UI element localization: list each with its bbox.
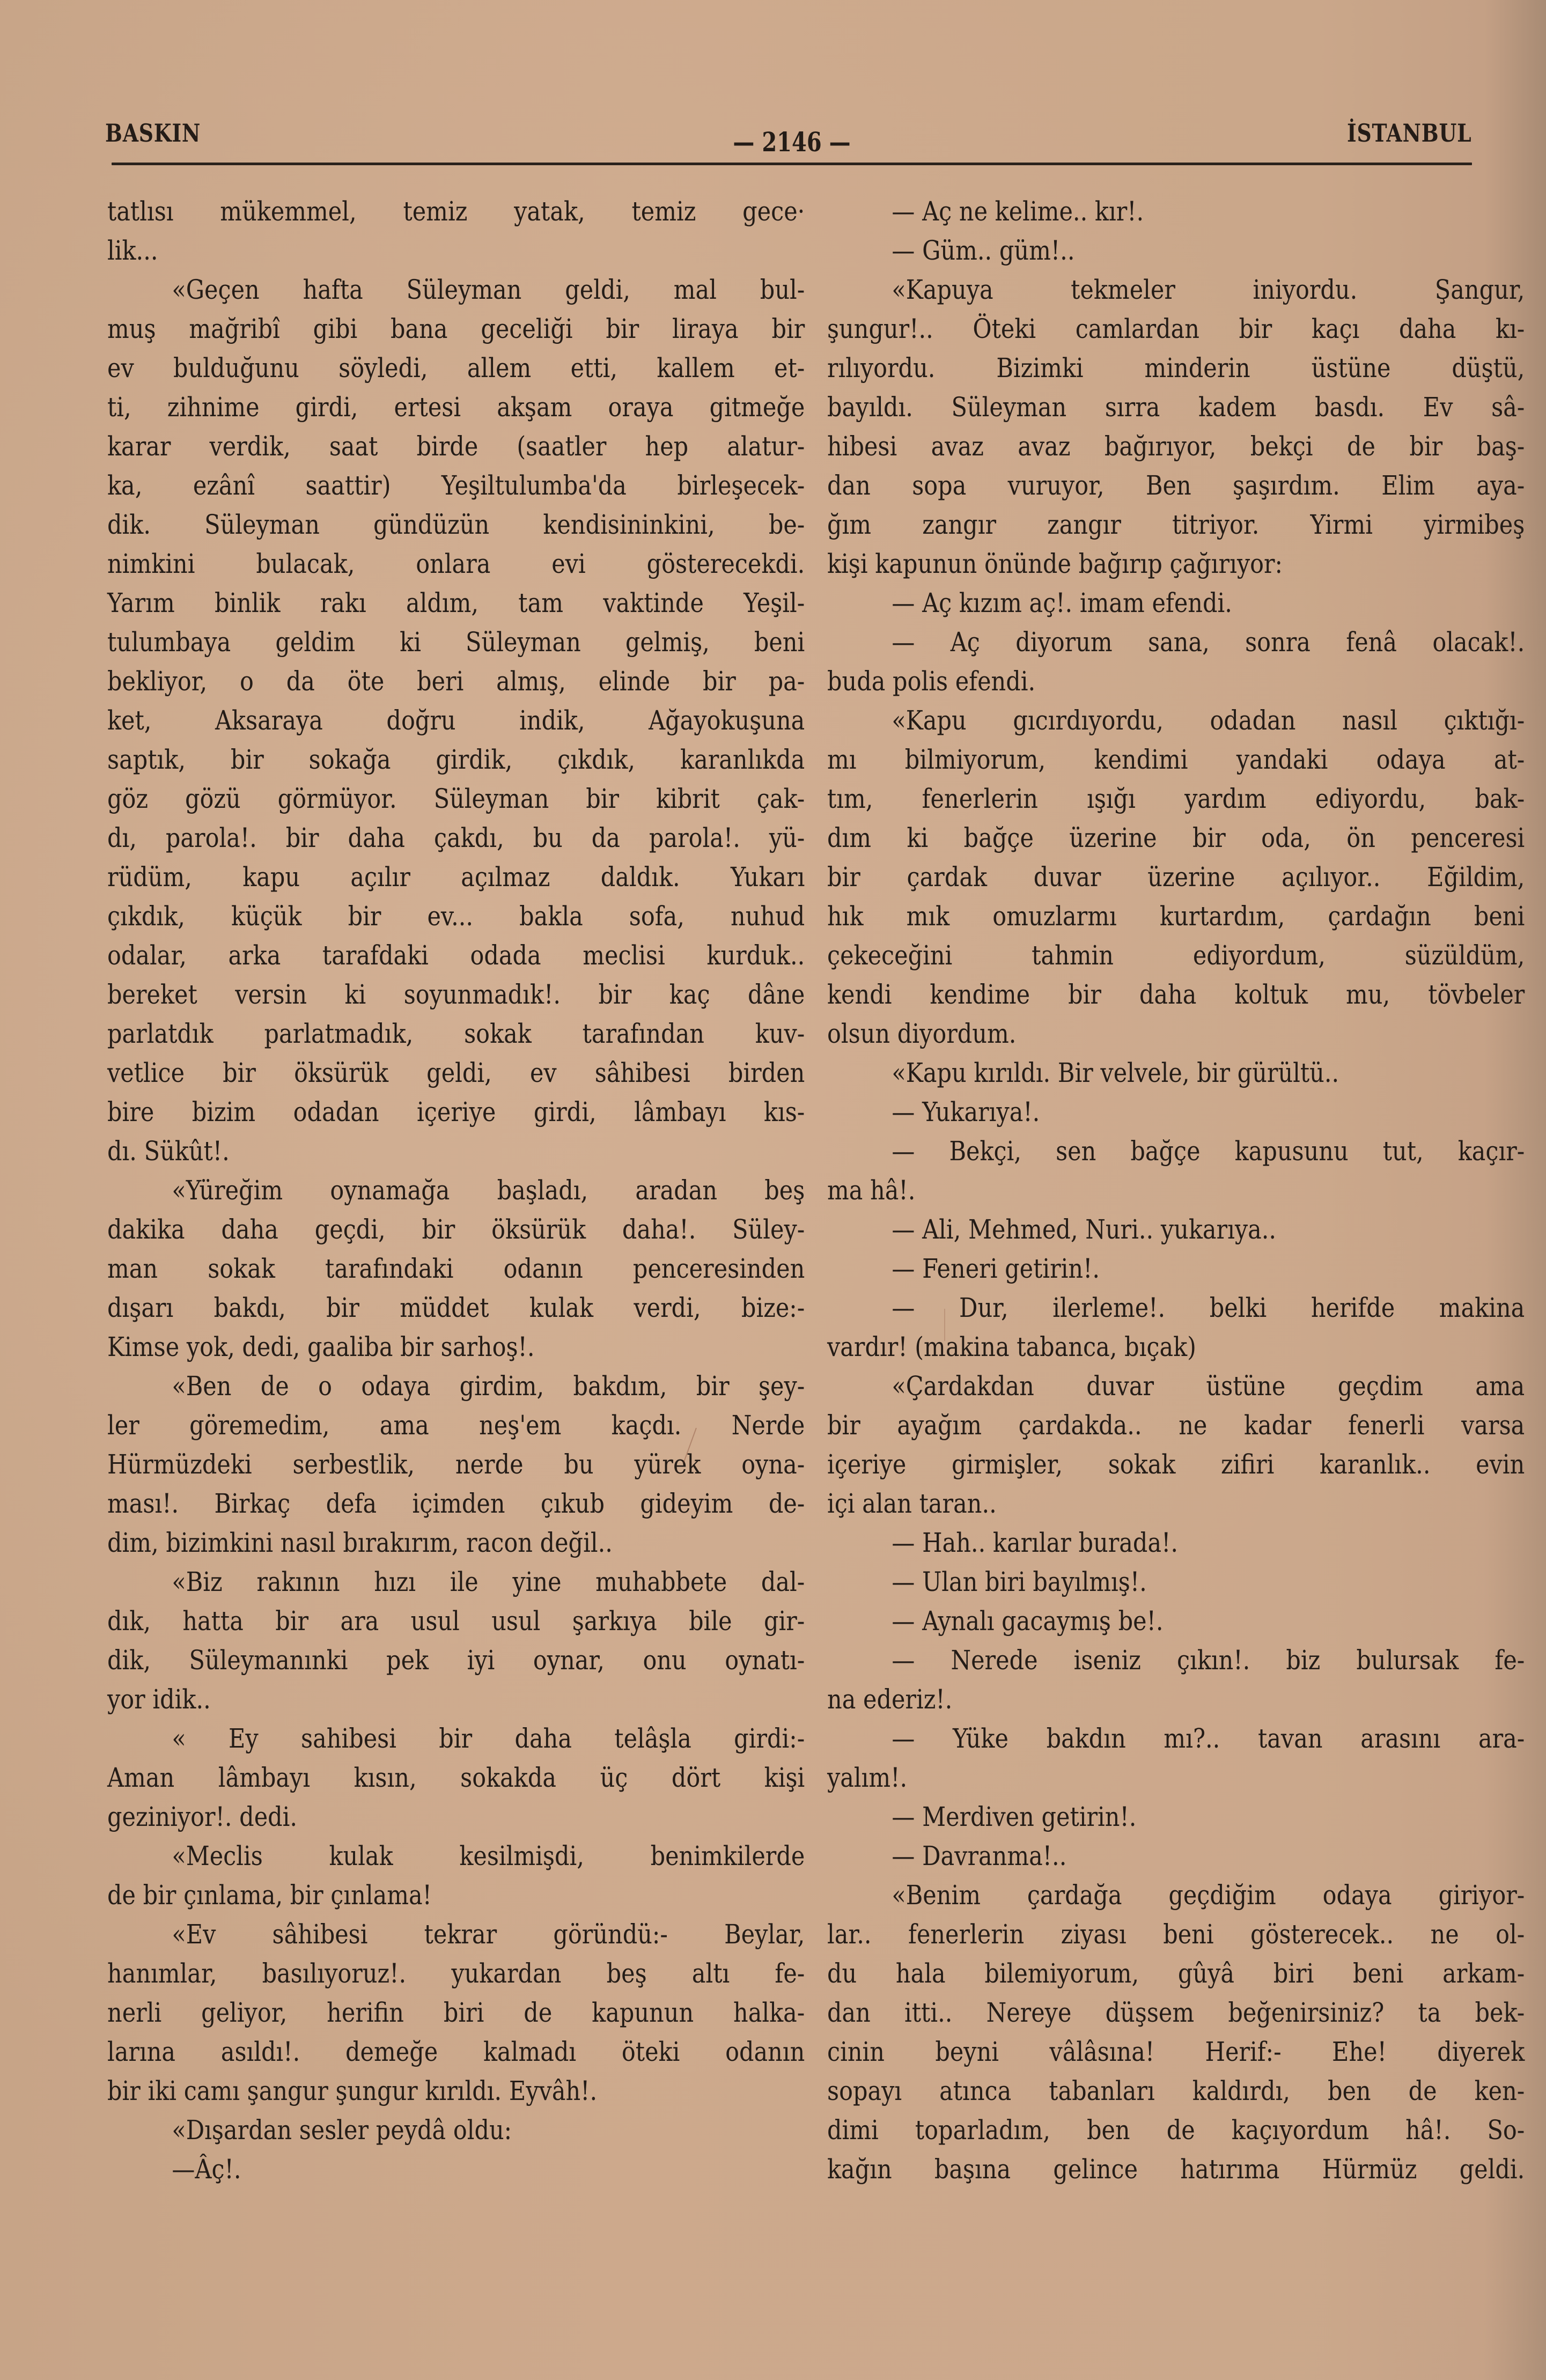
- paragraph-first-line: «Kapuya tekmeler iniyordu. Şangur,: [892, 274, 1525, 305]
- text-line: muş mağribî gibi bana geceliği bir liraya bir: [107, 313, 805, 344]
- text-line: kişi kapunun önünde bağırıp çağırıyor:: [827, 548, 1283, 579]
- text-line: lik...: [107, 235, 158, 266]
- paragraph-first-line: «Kapu kırıldı. Bir velvele, bir gürültü..: [892, 1057, 1339, 1088]
- text-line: ğım zangır zangır titriyor. Yirmi yirmibeş: [827, 509, 1525, 540]
- text-line: ket, Aksaraya doğru indik, Ağayokuşuna: [107, 705, 805, 736]
- paragraph-first-line: — Aç ne kelime.. kır!.: [892, 196, 1144, 227]
- paragraph-first-line: — Bekçi, sen bağçe kapusunu tut, kaçır-: [892, 1136, 1525, 1167]
- text-line: ti, zihnime girdi, ertesi akşam oraya gitmeğe: [107, 392, 805, 423]
- text-line: de bir çınlama, bir çınlama!: [107, 1880, 432, 1911]
- text-line: yalım!.: [827, 1762, 908, 1793]
- text-line: sopayı atınca tabanları kaldırdı, ben de ken-: [827, 2075, 1525, 2106]
- text-line: çekeceğini tahmin ediyordum, süzüldüm,: [827, 940, 1525, 971]
- text-line: Kimse yok, dedi, gaaliba bir sarhoş!.: [107, 1331, 535, 1362]
- text-line: man sokak tarafındaki odanın penceresinden: [107, 1253, 805, 1284]
- text-line: içi alan taran..: [827, 1488, 997, 1519]
- section-title: BASKIN: [105, 119, 201, 148]
- text-line: dı, parola!. bir daha çakdı, bu da parola!. yü-: [107, 822, 805, 853]
- paragraph-first-line: — Nerede iseniz çıkın!. biz bulursak fe-: [892, 1645, 1525, 1676]
- text-line: ka, ezânî saattir) Yeşiltulumba'da birleşecek-: [107, 470, 805, 501]
- paragraph-first-line: — Dur, ilerleme!. belki herifde makina: [892, 1292, 1525, 1323]
- text-line: hanımlar, basılıyoruz!. yukardan beş altı fe-: [107, 1958, 805, 1989]
- text-line: odalar, arka tarafdaki odada meclisi kurduk..: [107, 940, 805, 971]
- paragraph-first-line: «Çardakdan duvar üstüne geçdim ama: [892, 1370, 1525, 1402]
- text-line: kendi kendime bir daha koltuk mu, tövbeler: [827, 979, 1525, 1010]
- left-text-column: [107, 192, 805, 2189]
- text-line: saptık, bir sokağa girdik, çıkdık, karanlıkda: [107, 744, 805, 775]
- text-line: dik, Süleymanınki pek iyi oynar, onu oynatı-: [107, 1645, 805, 1676]
- text-line: buda polis efendi.: [827, 666, 1036, 697]
- paragraph-first-line: — Aynalı gacaymış be!.: [892, 1605, 1164, 1637]
- text-line: Yarım binlik rakı aldım, tam vaktinde Yeşil-: [107, 587, 805, 618]
- text-line: vardır! (makina tabanca, bıçak): [827, 1331, 1196, 1362]
- text-line: Hürmüzdeki serbestlik, nerde bu yürek oyna-: [107, 1449, 805, 1480]
- text-line: parlatdık parlatmadık, sokak tarafından kuv-: [107, 1018, 805, 1049]
- text-line: tulumbaya geldim ki Süleyman gelmiş, beni: [107, 627, 805, 658]
- text-line: yor idik..: [107, 1684, 211, 1715]
- text-line: dan sopa vuruyor, Ben şaşırdım. Elim aya-: [827, 470, 1525, 501]
- paragraph-first-line: «Ben de o odaya girdim, bakdım, bir şey-: [172, 1370, 805, 1402]
- paragraph-first-line: — Ulan biri bayılmış!.: [892, 1566, 1147, 1597]
- text-line: ler göremedim, ama neş'em kaçdı. Nerde: [107, 1410, 805, 1441]
- text-line: tım, fenerlerin ışığı yardım ediyordu, bak-: [827, 783, 1525, 814]
- paragraph-first-line: «Kapu gıcırdıyordu, odadan nasıl çıktığı-: [892, 705, 1525, 736]
- text-line: mı bilmiyorum, kendimi yandaki odaya at-: [827, 744, 1525, 775]
- paragraph-first-line: « Ey sahibesi bir daha telâşla girdi:-: [172, 1723, 805, 1754]
- paragraph-first-line: — Aç kızım aç!. imam efendi.: [892, 587, 1232, 618]
- paragraph-first-line: — Merdiven getirin!.: [892, 1801, 1137, 1832]
- text-line: dı. Sükût!.: [107, 1136, 230, 1167]
- paragraph-first-line: — Güm.. güm!..: [892, 235, 1075, 266]
- text-line: şungur!.. Öteki camlardan bir kaçı daha kı-: [827, 313, 1525, 344]
- running-header: [105, 115, 1472, 164]
- paragraph-first-line: «Dışardan sesler peydâ oldu:: [172, 2114, 512, 2146]
- paragraph-first-line: «Geçen hafta Süleyman geldi, mal bul-: [172, 274, 805, 305]
- paragraph-first-line: «Biz rakının hızı ile yine muhabbete dal-: [172, 1566, 805, 1597]
- text-line: çıkdık, küçük bir ev... bakla sofa, nuhud: [107, 901, 805, 932]
- text-line: Aman lâmbayı kısın, sokakda üç dört kişi: [107, 1762, 805, 1793]
- text-line: lar.. fenerlerin ziyası beni gösterecek.. ne ol-: [827, 1919, 1525, 1950]
- paragraph-first-line: — Hah.. karılar burada!.: [892, 1527, 1179, 1558]
- text-line: larına asıldı!. demeğe kalmadı öteki odanın: [107, 2036, 805, 2067]
- text-line: hık mık omuzlarmı kurtardım, çardağın beni: [827, 901, 1525, 932]
- text-line: geziniyor!. dedi.: [107, 1801, 298, 1832]
- text-line: içeriye girmişler, sokak zifiri karanlık.. evin: [827, 1449, 1525, 1480]
- paragraph-first-line: — Yüke bakdın mı?.. tavan arasını ara-: [892, 1723, 1525, 1754]
- text-line: vetlice bir öksürük geldi, ev sâhibesi birden: [107, 1057, 805, 1088]
- text-line: na ederiz!.: [827, 1684, 953, 1715]
- paragraph-first-line: «Yüreğim oynamağa başladı, aradan beş: [172, 1175, 805, 1206]
- text-line: nerli geliyor, herifin biri de kapunun halka-: [107, 1997, 805, 2028]
- text-line: dik. Süleyman gündüzün kendisininkini, be-: [107, 509, 805, 540]
- text-line: karar verdik, saat birde (saatler hep alatur-: [107, 431, 805, 462]
- publication-name: İSTANBUL: [1347, 119, 1472, 148]
- text-line: ev bulduğunu söyledi, allem etti, kallem et-: [107, 352, 805, 384]
- paragraph-first-line: — Ali, Mehmed, Nuri.. yukarıya..: [892, 1214, 1277, 1245]
- text-line: tatlısı mükemmel, temiz yatak, temiz gece·: [107, 196, 805, 227]
- page-number: — 2146 —: [733, 126, 851, 158]
- text-line: bir iki camı şangur şungur kırıldı. Eyvâh!.: [107, 2075, 598, 2106]
- text-line: cinin beyni vâlâsına! Herif:- Ehe! diyerek: [827, 2036, 1525, 2067]
- text-line: kağın başına gelince hatırıma Hürmüz geldi.: [827, 2154, 1525, 2185]
- text-line: rılıyordu. Bizimki minderin üstüne düştü,: [827, 352, 1525, 384]
- paragraph-first-line: — Feneri getirin!.: [892, 1253, 1100, 1284]
- paragraph-first-line: —Âç!.: [172, 2154, 241, 2185]
- text-line: ma hâ!.: [827, 1175, 916, 1206]
- text-line: dışarı bakdı, bir müddet kulak verdi, bize:-: [107, 1292, 805, 1323]
- text-line: dan itti.. Nereye düşsem beğenirsiniz? ta bek-: [827, 1997, 1525, 2028]
- paragraph-first-line: «Benim çardağa geçdiğim odaya giriyor-: [892, 1880, 1525, 1911]
- paragraph-first-line: — Davranma!..: [892, 1840, 1067, 1871]
- text-line: dık, hatta bir ara usul usul şarkıya bile gir-: [107, 1605, 805, 1637]
- text-line: bereket versin ki soyunmadık!. bir kaç dâne: [107, 979, 805, 1010]
- text-line: bir çardak duvar üzerine açılıyor.. Eğildim,: [827, 861, 1525, 893]
- paragraph-first-line: — Yukarıya!.: [892, 1096, 1040, 1128]
- text-line: du hala bilemiyorum, gûyâ biri beni arkam-: [827, 1958, 1525, 1989]
- text-line: bir ayağım çardakda.. ne kadar fenerli varsa: [827, 1410, 1525, 1441]
- text-line: olsun diyordum.: [827, 1018, 1017, 1049]
- text-line: nimkini bulacak, onlara evi gösterecekdi.: [107, 548, 805, 579]
- text-line: dakika daha geçdi, bir öksürük daha!. Süley-: [107, 1214, 805, 1245]
- text-line: dim, bizimkini nasıl bırakırım, racon değil..: [107, 1527, 613, 1558]
- text-line: bekliyor, o da öte beri almış, elinde bir pa-: [107, 666, 805, 697]
- text-line: göz gözü görmüyor. Süleyman bir kibrit çak-: [107, 783, 805, 814]
- header-rule: [112, 163, 1472, 165]
- paper-blemish: [944, 1309, 945, 1341]
- text-line: bayıldı. Süleyman sırra kadem basdı. Ev sâ-: [827, 392, 1525, 423]
- text-line: rüdüm, kapu açılır açılmaz daldık. Yukarı: [107, 861, 805, 893]
- right-text-column: [827, 192, 1525, 2189]
- paragraph-first-line: «Meclis kulak kesilmişdi, benimkilerde: [172, 1840, 805, 1871]
- paragraph-first-line: «Ev sâhibesi tekrar göründü:- Beylar,: [172, 1919, 805, 1950]
- text-line: hibesi avaz avaz bağırıyor, bekçi de bir baş-: [827, 431, 1525, 462]
- paragraph-first-line: — Aç diyorum sana, sonra fenâ olacak!.: [892, 627, 1525, 658]
- text-line: dimi toparladım, ben de kaçıyordum hâ!. So-: [827, 2114, 1525, 2146]
- text-line: bire bizim odadan içeriye girdi, lâmbayı kıs-: [107, 1096, 805, 1128]
- text-line: dım ki bağçe üzerine bir oda, ön penceresi: [827, 822, 1525, 853]
- text-line: ması!. Birkaç defa içimden çıkub gideyim de-: [107, 1488, 805, 1519]
